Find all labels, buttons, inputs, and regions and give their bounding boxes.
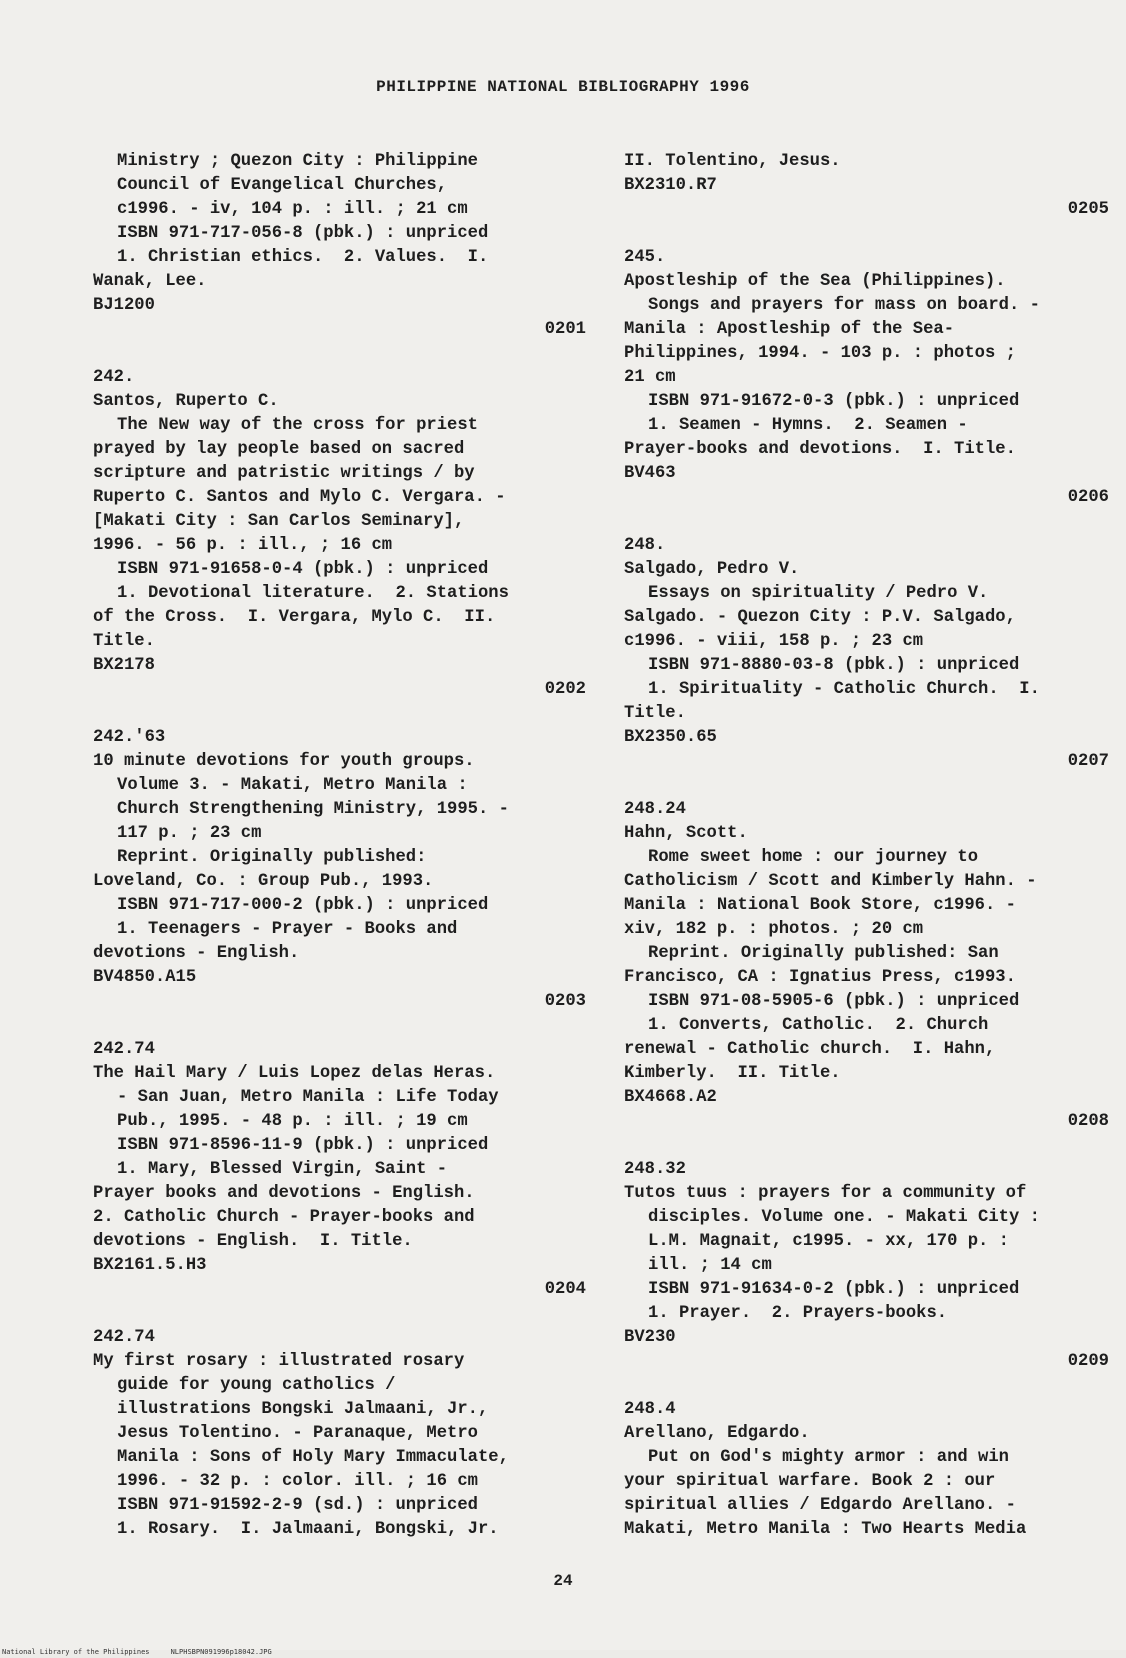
entry-line: Catholicism / Scott and Kimberly Hahn. - — [624, 872, 1037, 891]
entry-line: Council of Evangelical Churches, — [117, 176, 448, 195]
entry-line: 2. Catholic Church - Prayer-books and — [93, 1208, 475, 1227]
entry-line: 1. Spirituality - Catholic Church. I. — [648, 680, 1040, 699]
entry-line: ISBN 971-91672-0-3 (pbk.) : unpriced — [648, 392, 1020, 411]
entry-line: devotions - English. I. Title. — [93, 1232, 413, 1251]
entry-line: Manila : Apostleship of the Sea- — [624, 320, 955, 339]
page-title: PHILIPPINE NATIONAL BIBLIOGRAPHY 1996 — [376, 78, 750, 96]
entry-line: disciples. Volume one. - Makati City : — [648, 1208, 1040, 1227]
bibliography-entry — [624, 534, 1109, 774]
entry-line: [Makati City : San Carlos Seminary], — [93, 512, 465, 531]
entry-line: 248. — [624, 536, 666, 555]
entry-line: Manila : National Book Store, c1996. - — [624, 896, 1016, 915]
entry-line: BV463 — [624, 464, 676, 483]
entry-line: BX2310.R7 — [624, 176, 717, 195]
bibliography-entry — [624, 1158, 1109, 1374]
control-number: 0208 — [1067, 1112, 1109, 1131]
entry-line: The New way of the cross for priest — [117, 416, 478, 435]
bibliography-entry — [624, 150, 1109, 222]
entry-line: 117 p. ; 23 cm — [117, 824, 262, 843]
entry-line: Songs and prayers for mass on board. - — [648, 296, 1040, 315]
entry-line: ISBN 971-717-000-2 (pbk.) : unpriced — [117, 896, 489, 915]
entry-line: scripture and patristic writings / by — [93, 464, 475, 483]
entry-line: c1996. - viii, 158 p. ; 23 cm — [624, 632, 924, 651]
entry-line: BX4668.A2 — [624, 1088, 717, 1107]
entry-line: Francisco, CA : Ignatius Press, c1993. — [624, 968, 1016, 987]
entry-line: 242.74 — [93, 1040, 155, 1059]
entry-line: Title. — [93, 632, 155, 651]
entry-line: 242.74 — [93, 1328, 155, 1347]
entry-line: 1. Teenagers - Prayer - Books and — [117, 920, 458, 939]
control-number: 0207 — [1067, 752, 1109, 771]
bibliography-entry — [624, 798, 1109, 1134]
bibliography-entry — [93, 1326, 586, 1542]
entry-line: ill. ; 14 cm — [648, 1256, 772, 1275]
entry-line: 1. Devotional literature. 2. Stations — [117, 584, 509, 603]
left-column — [93, 150, 586, 1566]
bibliography-entry — [624, 1398, 1109, 1542]
entry-line: BV230 — [624, 1328, 676, 1347]
entry-line: II. Tolentino, Jesus. — [624, 152, 841, 171]
entry-line: Apostleship of the Sea (Philippines). — [624, 272, 1006, 291]
entry-line: Put on God's mighty armor : and win — [648, 1448, 1009, 1467]
entry-line: Essays on spirituality / Pedro V. — [648, 584, 989, 603]
entry-line: Prayer-books and devotions. I. Title. — [624, 440, 1016, 459]
entry-line: 1. Converts, Catholic. 2. Church — [648, 1016, 989, 1035]
entry-line: 248.4 — [624, 1400, 676, 1419]
entry-line: 1996. - 32 p. : color. ill. ; 16 cm — [117, 1472, 478, 1491]
entry-line: guide for young catholics / — [117, 1376, 396, 1395]
entry-line: xiv, 182 p. : photos. ; 20 cm — [624, 920, 924, 939]
control-number: 0209 — [1067, 1352, 1109, 1371]
entry-line: Church Strengthening Ministry, 1995. - — [117, 800, 509, 819]
scan-footer — [2, 1648, 272, 1657]
entry-line: Volume 3. - Makati, Metro Manila : — [117, 776, 468, 795]
bibliography-entry — [93, 150, 586, 342]
control-number: 0204 — [544, 1280, 586, 1299]
control-number: 0206 — [1067, 488, 1109, 507]
entry-line: prayed by lay people based on sacred — [93, 440, 465, 459]
entry-line: BJ1200 — [93, 296, 155, 315]
entry-line: ISBN 971-08-5905-6 (pbk.) : unpriced — [648, 992, 1020, 1011]
control-number: 0203 — [544, 992, 586, 1011]
entry-line: Rome sweet home : our journey to — [648, 848, 979, 867]
entry-line: 1. Christian ethics. 2. Values. I. — [117, 248, 489, 267]
entry-line: ISBN 971-91658-0-4 (pbk.) : unpriced — [117, 560, 489, 579]
entry-line: - San Juan, Metro Manila : Life Today — [117, 1088, 499, 1107]
entry-line: your spiritual warfare. Book 2 : our — [624, 1472, 996, 1491]
bibliography-entry — [93, 1038, 586, 1302]
entry-line: renewal - Catholic church. I. Hahn, — [624, 1040, 996, 1059]
entry-line: illustrations Bongski Jalmaani, Jr., — [117, 1400, 489, 1419]
entry-line: Wanak, Lee. — [93, 272, 207, 291]
entry-line: c1996. - iv, 104 p. : ill. ; 21 cm — [117, 200, 468, 219]
entry-line: BX2350.65 — [624, 728, 717, 747]
entry-line: ISBN 971-717-056-8 (pbk.) : unpriced — [117, 224, 489, 243]
entry-line: BX2178 — [93, 656, 155, 675]
control-number: 0201 — [544, 320, 586, 339]
entry-line: 242. — [93, 368, 135, 387]
control-number: 0202 — [544, 680, 586, 699]
entry-line: Salgado. - Quezon City : P.V. Salgado, — [624, 608, 1016, 627]
entry-line: of the Cross. I. Vergara, Mylo C. II. — [93, 608, 496, 627]
entry-line: Makati, Metro Manila : Two Hearts Media — [624, 1520, 1027, 1539]
footer-library: National Library of the Philippines — [2, 1648, 150, 1656]
entry-line: ISBN 971-8596-11-9 (pbk.) : unpriced — [117, 1136, 489, 1155]
entry-line: ISBN 971-8880-03-8 (pbk.) : unpriced — [648, 656, 1020, 675]
bibliography-entry — [624, 246, 1109, 510]
entry-line: Loveland, Co. : Group Pub., 1993. — [93, 872, 434, 891]
entry-line: 248.24 — [624, 800, 686, 819]
entry-line: 1. Rosary. I. Jalmaani, Bongski, Jr. — [117, 1520, 499, 1539]
entry-line: Title. — [624, 704, 686, 723]
entry-line: devotions - English. — [93, 944, 300, 963]
entry-line: L.M. Magnait, c1995. - xx, 170 p. : — [648, 1232, 1009, 1251]
entry-line: Philippines, 1994. - 103 p. : photos ; — [624, 344, 1016, 363]
entry-line: BV4850.A15 — [93, 968, 197, 987]
entry-line: Tutos tuus : prayers for a community of — [624, 1184, 1027, 1203]
entry-line: Pub., 1995. - 48 p. : ill. ; 19 cm — [117, 1112, 468, 1131]
entry-line: Arellano, Edgardo. — [624, 1424, 810, 1443]
entry-line: 1996. - 56 p. : ill., ; 16 cm — [93, 536, 393, 555]
entry-line: Hahn, Scott. — [624, 824, 748, 843]
right-column — [624, 150, 1109, 1566]
entry-line: Prayer books and devotions - English. — [93, 1184, 475, 1203]
entry-line: Salgado, Pedro V. — [624, 560, 800, 579]
entry-line: 248.32 — [624, 1160, 686, 1179]
entry-line: 1. Prayer. 2. Prayers-books. — [648, 1304, 948, 1323]
entry-line: 1. Mary, Blessed Virgin, Saint - — [117, 1160, 448, 1179]
entry-line: Kimberly. II. Title. — [624, 1064, 841, 1083]
entry-line: Manila : Sons of Holy Mary Immaculate, — [117, 1448, 509, 1467]
bibliography-entry — [93, 366, 586, 702]
entry-line: ISBN 971-91592-2-9 (sd.) : unpriced — [117, 1496, 478, 1515]
entry-line: The Hail Mary / Luis Lopez delas Heras. — [93, 1064, 496, 1083]
entry-line: spiritual allies / Edgardo Arellano. - — [624, 1496, 1016, 1515]
entry-line: 21 cm — [624, 368, 676, 387]
entry-line: 10 minute devotions for youth groups. — [93, 752, 475, 771]
entry-line: My first rosary : illustrated rosary — [93, 1352, 465, 1371]
entry-line: Ministry ; Quezon City : Philippine — [117, 152, 478, 171]
entry-line: Reprint. Originally published: — [117, 848, 427, 867]
entry-line: BX2161.5.H3 — [93, 1256, 207, 1275]
entry-line: 242.'63 — [93, 728, 166, 747]
entry-line: ISBN 971-91634-0-2 (pbk.) : unpriced — [648, 1280, 1020, 1299]
entry-line: 245. — [624, 248, 666, 267]
entry-line: Santos, Ruperto C. — [93, 392, 279, 411]
entry-line: Ruperto C. Santos and Mylo C. Vergara. - — [93, 488, 506, 507]
entry-line: Jesus Tolentino. - Paranaque, Metro — [117, 1424, 478, 1443]
bibliography-entry — [93, 726, 586, 1014]
entry-line: 1. Seamen - Hymns. 2. Seamen - — [648, 416, 968, 435]
page-number: 24 — [553, 1572, 573, 1590]
control-number: 0205 — [1067, 200, 1109, 219]
footer-file: NLPHSBPN091996p18042.JPG — [170, 1648, 272, 1656]
entry-line: Reprint. Originally published: San — [648, 944, 999, 963]
